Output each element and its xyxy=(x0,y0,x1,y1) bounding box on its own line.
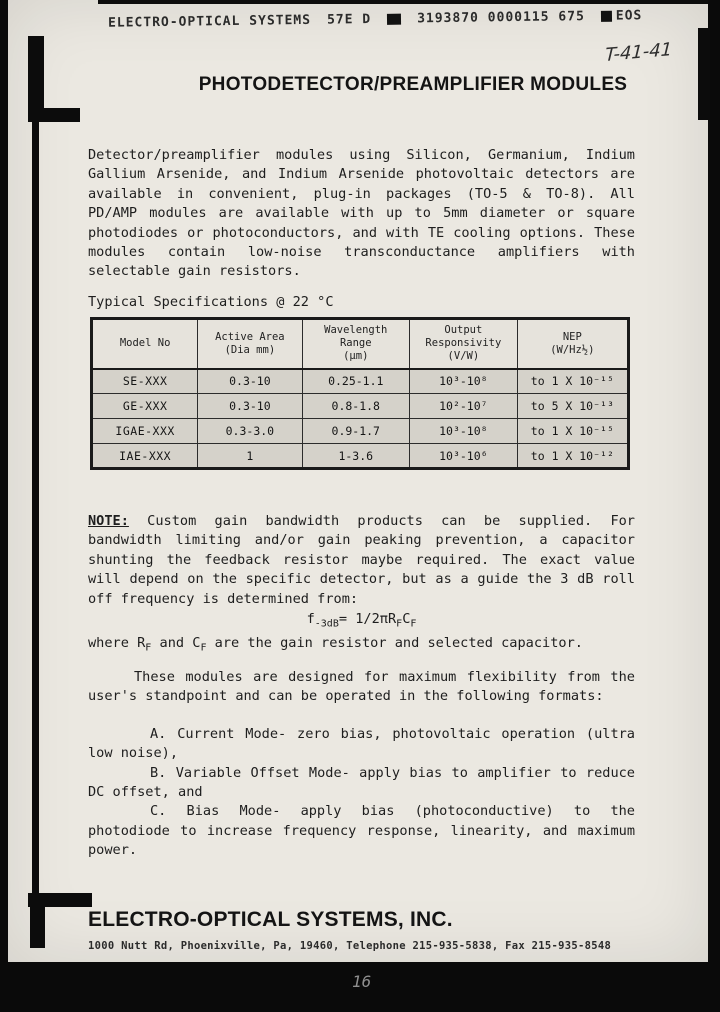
scan-header-number: 3193870 0000115 675 xyxy=(417,9,585,27)
header-line: (Dia mm) xyxy=(224,343,276,356)
cell-responsivity: 10³-10⁸ xyxy=(410,369,518,394)
cell-wavelength: 0.25-1.1 xyxy=(302,369,410,394)
where-sub: F xyxy=(200,642,207,654)
formula-c-sub: F xyxy=(410,618,417,630)
intro-section xyxy=(88,146,635,282)
table-row xyxy=(92,369,629,394)
header-line: Model No xyxy=(119,337,171,350)
note-section xyxy=(88,512,635,658)
cell-active-area: 1 xyxy=(198,444,302,469)
footer-company-name: ELECTRO-OPTICAL SYSTEMS, INC. xyxy=(88,908,453,931)
header-line: (V/W) xyxy=(447,350,480,363)
handwritten-note: T-41-41 xyxy=(604,38,673,67)
header-line: (W/Hz½) xyxy=(550,343,595,356)
formula-eq: = 1/2πR xyxy=(338,611,397,628)
page-title: PHOTODETECTOR/PREAMPLIFIER MODULES xyxy=(198,74,628,95)
where-sub: F xyxy=(145,642,152,654)
table-row xyxy=(92,394,629,419)
note-body: Custom gain bandwidth products can be supplied. For bandwidth limiting and/or gain peaking prevention, a capacitor shunting the feedback resistor maybe required. The exact value will depend on the specific detector, but as a guide the 3 dB roll off frequency is determined from: xyxy=(88,513,635,607)
formula-where-line xyxy=(88,634,635,658)
header-line: Range xyxy=(339,337,372,350)
formula-f: f xyxy=(306,611,315,628)
where-text: where R xyxy=(88,635,146,652)
scan-header xyxy=(108,8,643,30)
cell-responsivity: 10³-10⁶ xyxy=(410,444,518,469)
specs-table xyxy=(90,317,630,470)
cell-model: GE-XXX xyxy=(92,394,198,419)
header-line: NEP xyxy=(562,330,582,343)
header-line: Output xyxy=(444,324,483,337)
cell-wavelength: 0.9-1.7 xyxy=(302,419,410,444)
format-item-a: A. Current Mode- zero bias, photovoltaic operation (ultra low noise), xyxy=(88,725,635,762)
where-text: are the gain resistor and selected capacitor. xyxy=(206,635,583,652)
formula xyxy=(88,610,635,634)
scan-artifact-right-blob-top xyxy=(698,28,710,120)
table-row xyxy=(92,444,629,469)
note-paragraph xyxy=(88,512,635,609)
scanned-page xyxy=(8,0,708,962)
cell-nep: to 1 X 10⁻¹⁵ xyxy=(517,369,628,394)
scan-artifact-left-line xyxy=(32,120,39,898)
formula-r-sub: F xyxy=(396,618,403,630)
col-header-wavelength-range xyxy=(302,319,410,369)
scan-header-brand: ELECTRO-OPTICAL SYSTEMS xyxy=(107,12,312,31)
header-line: Wavelength xyxy=(324,324,388,337)
specs-header-row xyxy=(92,319,629,369)
cell-model: IGAE-XXX xyxy=(92,419,198,444)
format-item-b: B. Variable Offset Mode- apply bias to amplifier to reduce DC offset, and xyxy=(88,764,635,801)
scan-header-suffix: EOS xyxy=(615,8,643,24)
header-line: Active Area xyxy=(215,330,285,343)
specs-table-wrap xyxy=(90,317,630,470)
format-item-c: C. Bias Mode- apply bias (photoconductive) to the photodiode to increase frequency response, linearity, and maximum power. xyxy=(88,803,635,859)
cell-responsivity: 10³-10⁸ xyxy=(410,419,518,444)
cell-nep: to 1 X 10⁻¹² xyxy=(517,444,628,469)
print-mark-square-icon xyxy=(387,14,401,25)
table-row xyxy=(92,419,629,444)
header-line: Responsivity xyxy=(425,337,502,350)
formula-c: C xyxy=(402,611,411,628)
where-text: and C xyxy=(151,635,201,652)
col-header-model-no xyxy=(92,319,198,369)
formula-f-sub: -3dB xyxy=(314,618,339,630)
cell-model: IAE-XXX xyxy=(92,444,198,469)
header-line: (μm) xyxy=(343,350,369,363)
scan-artifact-left-blob-bottom xyxy=(30,893,45,948)
col-header-nep xyxy=(517,319,628,369)
cell-nep: to 1 X 10⁻¹⁵ xyxy=(517,419,628,444)
formats-section xyxy=(88,668,635,861)
cell-wavelength: 1-3.6 xyxy=(302,444,410,469)
cell-active-area: 0.3-10 xyxy=(198,369,302,394)
intro-paragraph: Detector/preamplifier modules using Silicon, Germanium, Indium Gallium Arsenide, and Indium Arsenide photovoltaic detectors are available in convenient, plug-in packages (TO-5 & TO-8). All PD/AMP modules are available with up to 5mm diameter or square photodiodes or photoconductors, and with TE cooling options. These modules contain low-noise transconductance amplifiers with selectable gain resistors. xyxy=(88,147,635,280)
footer-address: 1000 Nutt Rd, Phoenixville, Pa, 19460, Telephone 215-935-5838, Fax 215-935-8548 xyxy=(88,940,612,952)
table-caption: Typical Specifications @ 22 °C xyxy=(88,294,334,310)
cell-nep: to 5 X 10⁻¹³ xyxy=(517,394,628,419)
cell-wavelength: 0.8-1.8 xyxy=(302,394,410,419)
page-number: 16 xyxy=(352,972,372,991)
cell-active-area: 0.3-10 xyxy=(198,394,302,419)
note-label: NOTE: xyxy=(88,513,129,529)
cell-responsivity: 10²-10⁷ xyxy=(410,394,518,419)
print-mark-square-icon xyxy=(601,11,612,22)
col-header-active-area xyxy=(198,319,302,369)
col-header-output-responsivity xyxy=(410,319,518,369)
scan-artifact-top-edge xyxy=(98,0,708,4)
cell-model: SE-XXX xyxy=(92,369,198,394)
cell-active-area: 0.3-3.0 xyxy=(198,419,302,444)
scan-header-code: 57E D xyxy=(326,12,372,28)
formats-intro: These modules are designed for maximum flexibility from the user's standpoint and can be operated in the following formats: xyxy=(88,669,635,705)
